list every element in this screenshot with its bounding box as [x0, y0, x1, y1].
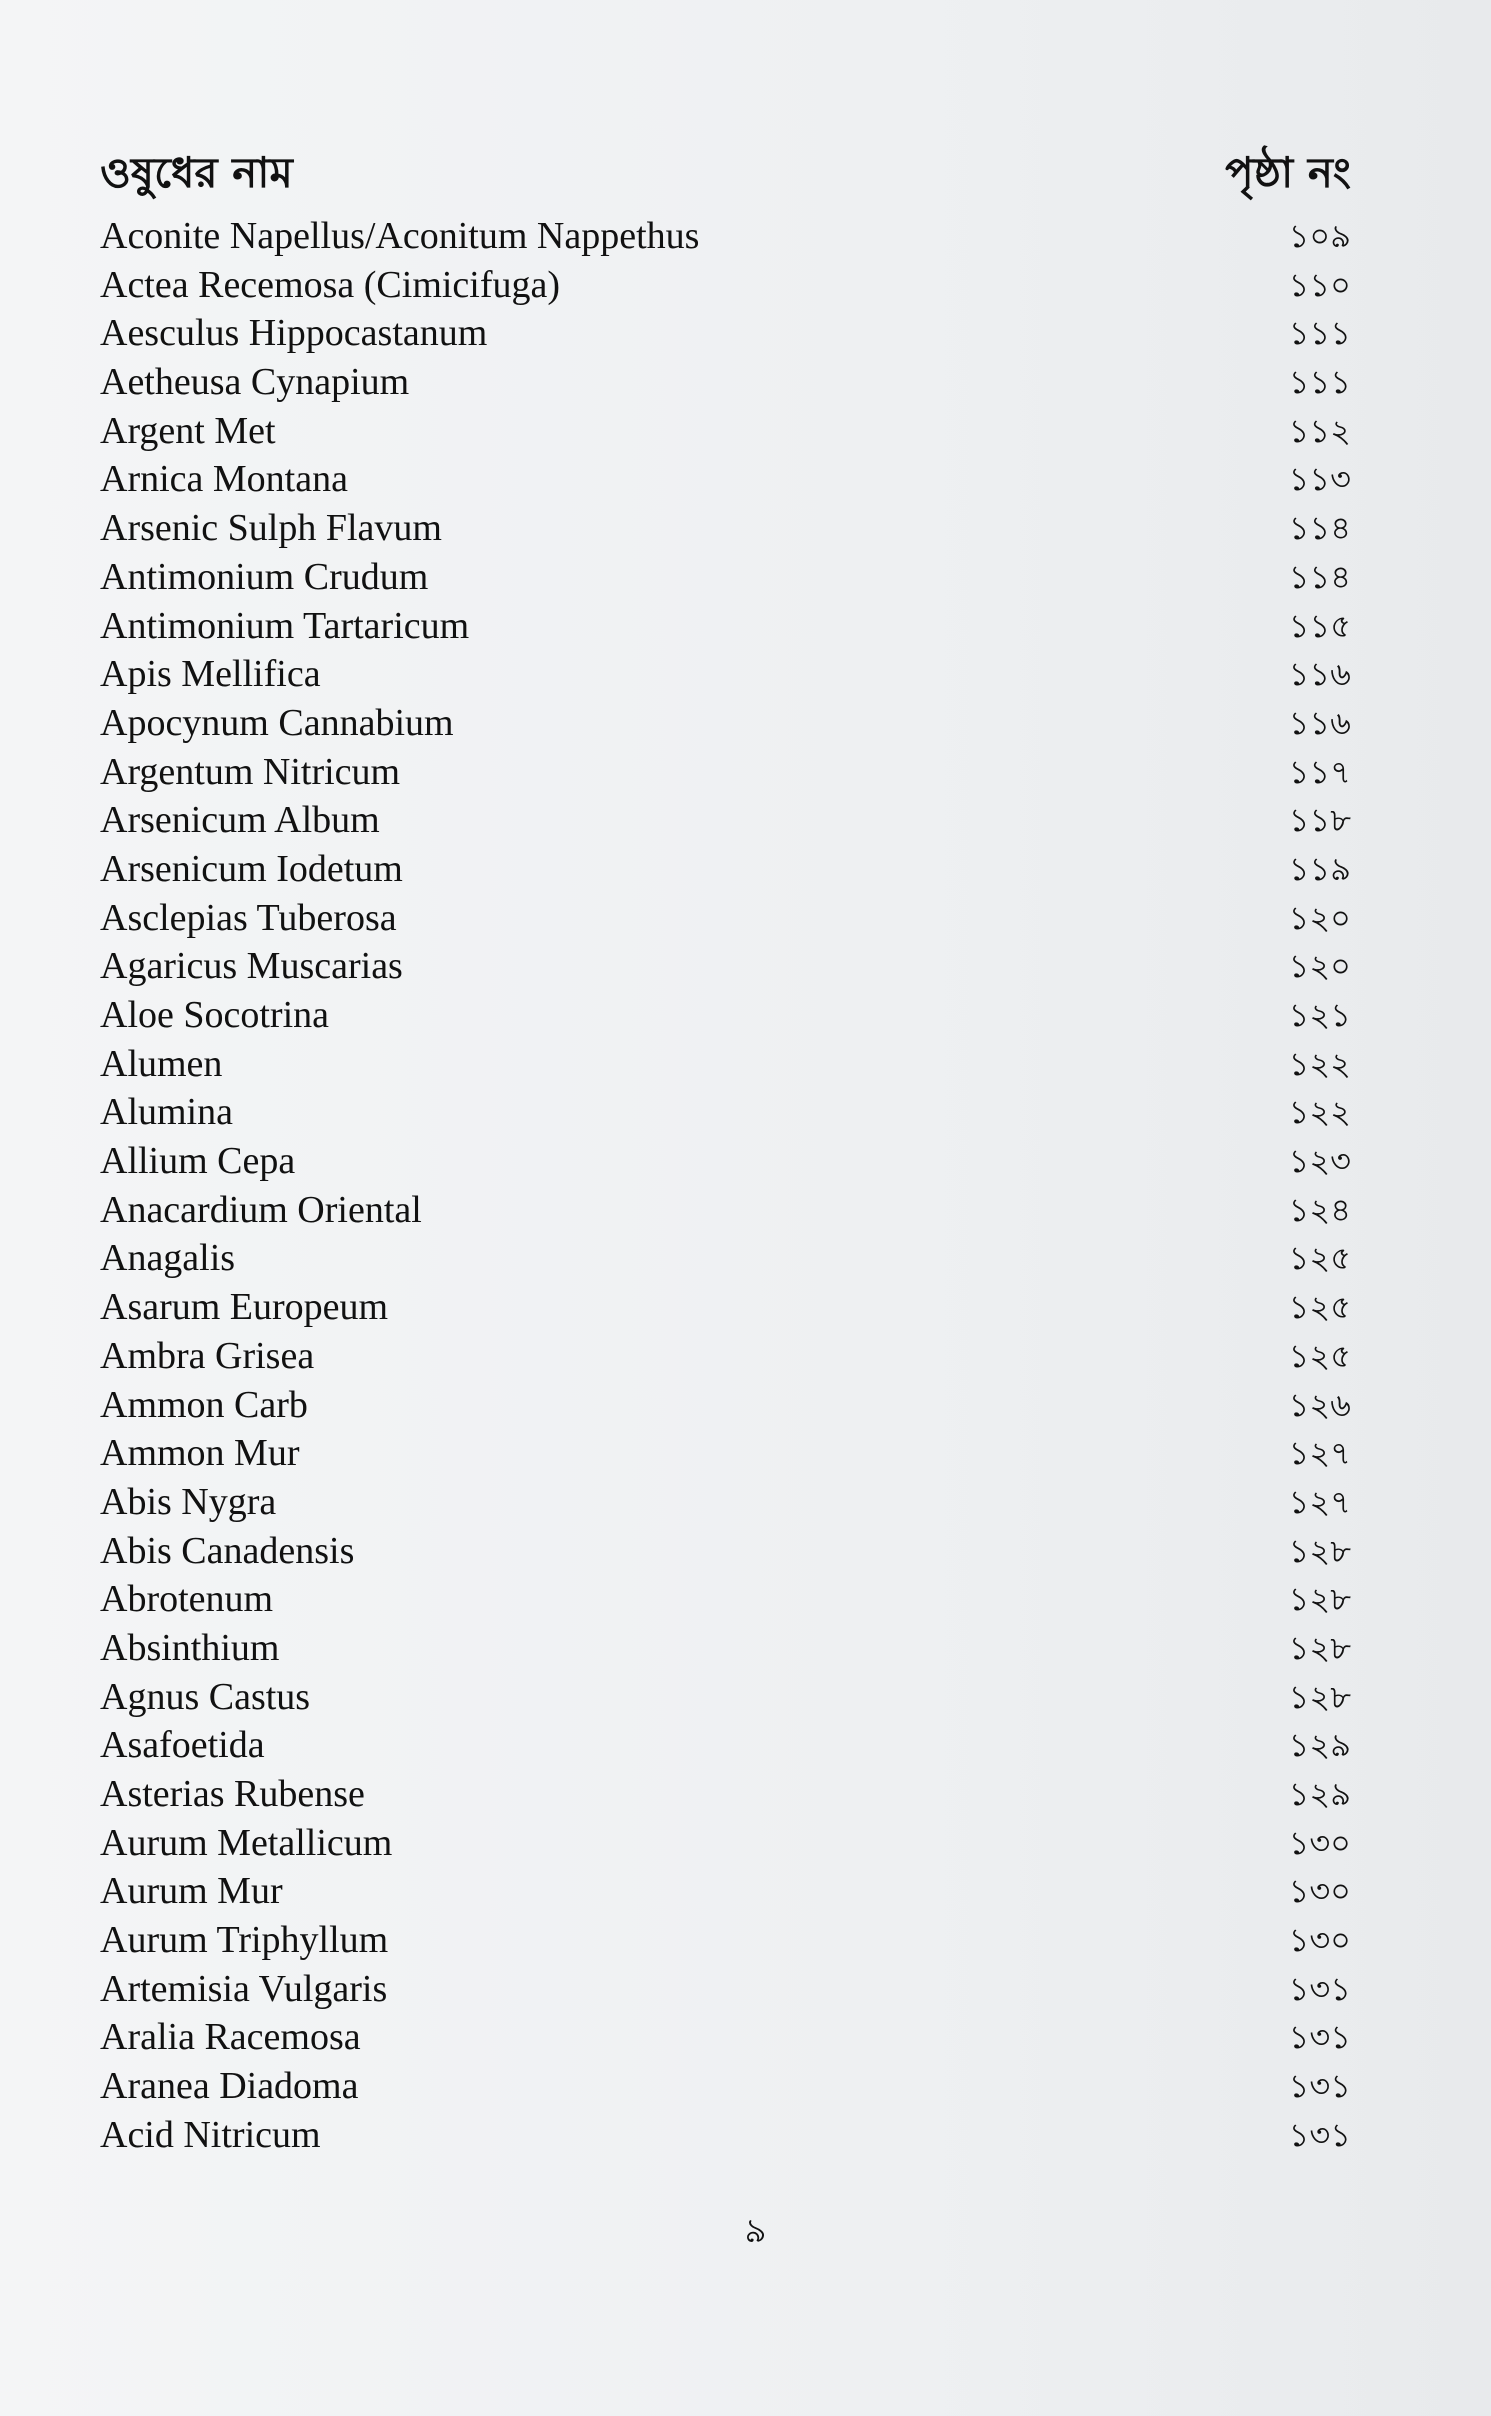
list-item: [100, 1965, 1351, 2014]
page-number: ১১১: [1288, 363, 1351, 402]
medicine-name: Antimonium Crudum: [100, 555, 429, 598]
medicine-name: Ambra Grisea: [100, 1334, 315, 1377]
medicine-name: Acid Nitricum: [100, 2113, 321, 2156]
page-number: ১২৮: [1288, 1628, 1351, 1667]
medicine-name-heading: ওষুধের নাম: [100, 148, 293, 197]
page-number-heading: পৃষ্ঠা নং: [1225, 148, 1351, 197]
page-number: ১০৯: [1288, 217, 1351, 255]
page-number: ১২৯: [1288, 1726, 1351, 1765]
list-item: [100, 212, 1351, 261]
page-number: ১৩১: [1288, 1969, 1351, 2008]
list-item: [100, 650, 1351, 699]
medicine-name: Aesculus Hippocastanum: [100, 312, 488, 355]
list-item: [100, 1381, 1351, 1430]
page-number: ১২০: [1288, 898, 1351, 937]
page-number: ১১৯: [1288, 849, 1351, 888]
page-number: ১২৮: [1288, 1531, 1351, 1570]
list-item: [100, 1137, 1351, 1186]
list-item: [100, 1429, 1351, 1478]
page-number: ১৩০: [1288, 1872, 1351, 1911]
medicine-name: Asarum Europeum: [100, 1286, 389, 1329]
list-item: [100, 553, 1351, 602]
medicine-name: Aurum Mur: [100, 1870, 283, 1913]
list-item: [100, 358, 1351, 407]
page-number: ১১৫: [1288, 606, 1351, 645]
medicine-name: Abis Nygra: [100, 1480, 277, 1523]
medicine-name: Apis Mellifica: [100, 653, 321, 696]
list-item: [100, 1283, 1351, 1332]
page-footer-number: ৯: [744, 2211, 767, 2251]
list-item: [100, 1186, 1351, 1235]
page-number: ১২৫: [1288, 1239, 1351, 1278]
page-number: ১১০: [1288, 265, 1351, 304]
list-item: [100, 1867, 1351, 1916]
list-item: [100, 845, 1351, 894]
medicine-name: Agnus Castus: [100, 1675, 311, 1718]
page-number: ১১৭: [1288, 752, 1351, 791]
medicine-name: Aetheusa Cynapium: [100, 361, 410, 404]
medicine-name: Apocynum Cannabium: [100, 701, 454, 744]
medicine-name: Arsenic Sulph Flavum: [100, 507, 442, 550]
page-number: ১২৭: [1288, 1482, 1351, 1521]
medicine-name: Agaricus Muscarias: [100, 945, 403, 988]
medicine-name: Asterias Rubense: [100, 1773, 365, 1815]
list-item: [100, 942, 1351, 991]
list-item: [100, 1575, 1351, 1624]
page-number: ১৩০: [1288, 1921, 1351, 1960]
page-number: ১২৮: [1288, 1677, 1351, 1716]
list-item: [100, 309, 1351, 358]
page-number: ১৩১: [1288, 2067, 1351, 2106]
page-number: ১২৩: [1288, 1142, 1351, 1181]
list-item: [100, 2111, 1351, 2160]
list-item: [100, 1040, 1351, 1089]
page-number: ১১১: [1288, 314, 1351, 353]
medicine-name: Anagalis: [100, 1237, 236, 1280]
medicine-name: Abis Canadensis: [100, 1529, 355, 1572]
page-number: ১২০: [1288, 947, 1351, 986]
list-item: [100, 602, 1351, 651]
list-item: [100, 455, 1351, 504]
page-number: ১২৬: [1288, 1385, 1351, 1424]
page-number: ১২৮: [1288, 1580, 1351, 1619]
page-number: ১১৬: [1288, 655, 1351, 694]
page-number: ১২৪: [1288, 1190, 1351, 1229]
page-number: ১১৩: [1288, 460, 1351, 499]
table-header: [100, 140, 1351, 200]
list-item: [100, 1721, 1351, 1770]
list-item: [100, 407, 1351, 456]
list-item: [100, 1234, 1351, 1283]
page-number: ১৩১: [1288, 2115, 1351, 2154]
page-number: ১৩০: [1288, 1823, 1351, 1862]
medicine-name: Anacardium Oriental: [100, 1188, 422, 1231]
page-number: ১৩১: [1288, 2018, 1351, 2057]
medicine-name: Aranea Diadoma: [100, 2065, 359, 2108]
page-number: ১১৮: [1288, 801, 1351, 840]
medicine-name: Aurum Triphyllum: [100, 1919, 389, 1962]
medicine-name: Antimonium Tartaricum: [100, 604, 470, 647]
medicine-name: Arsenicum Iodetum: [100, 847, 403, 890]
list-item: [100, 1624, 1351, 1673]
medicine-name: Absinthium: [100, 1626, 280, 1669]
medicine-name: Asafoetida: [100, 1724, 265, 1767]
medicine-name: Asclepias Tuberosa: [100, 896, 397, 939]
list-item: [100, 699, 1351, 748]
list-item: [100, 1527, 1351, 1576]
list-item: [100, 2013, 1351, 2062]
list-item: [100, 1916, 1351, 1965]
list-item: [100, 1088, 1351, 1137]
page-number: ১১২: [1288, 411, 1351, 450]
list-item: [100, 1478, 1351, 1527]
medicine-name: Alumen: [100, 1042, 223, 1085]
page-number: ১১৪: [1288, 509, 1351, 548]
medicine-name: Aralia Racemosa: [100, 2016, 361, 2059]
list-item: [100, 504, 1351, 553]
medicine-name: Arnica Montana: [100, 458, 348, 501]
medicine-name: Aloe Socotrina: [100, 994, 330, 1036]
page-number: ১২২: [1288, 1044, 1351, 1083]
list-item: [100, 2062, 1351, 2111]
list-item: [100, 991, 1351, 1040]
medicine-name: Arsenicum Album: [100, 799, 380, 842]
page-number: ১২৫: [1288, 1288, 1351, 1327]
list-item: [100, 1770, 1351, 1819]
list-item: [100, 261, 1351, 310]
list-item: [100, 1673, 1351, 1722]
list-item: [100, 1819, 1351, 1868]
medicine-name: Aurum Metallicum: [100, 1821, 393, 1864]
medicine-name: Allium Cepa: [100, 1140, 296, 1183]
page-number: ১২৫: [1288, 1336, 1351, 1375]
medicine-name: Alumina: [100, 1091, 233, 1134]
page-number: ১২৯: [1288, 1775, 1351, 1813]
medicine-name: Argent Met: [100, 409, 276, 452]
medicine-name: Actea Recemosa (Cimicifuga): [100, 263, 561, 306]
page-number: ১২৭: [1288, 1434, 1351, 1473]
list-item: [100, 1332, 1351, 1381]
page-number: ১১৪: [1288, 557, 1351, 596]
medicine-name: Aconite Napellus/Aconitum Nappethus: [100, 215, 700, 257]
list-item: [100, 796, 1351, 845]
medicine-name: Ammon Carb: [100, 1383, 308, 1426]
medicine-name: Abrotenum: [100, 1578, 274, 1621]
medicine-name: Ammon Mur: [100, 1432, 300, 1475]
page-number: ১২২: [1288, 1093, 1351, 1132]
medicine-name: Argentum Nitricum: [100, 750, 401, 793]
page-number: ১২১: [1288, 996, 1351, 1034]
medicine-name: Artemisia Vulgaris: [100, 1967, 388, 2010]
page-number: ১১৬: [1288, 703, 1351, 742]
medicine-index-list: [100, 212, 1351, 2160]
list-item: [100, 748, 1351, 797]
list-item: [100, 894, 1351, 943]
